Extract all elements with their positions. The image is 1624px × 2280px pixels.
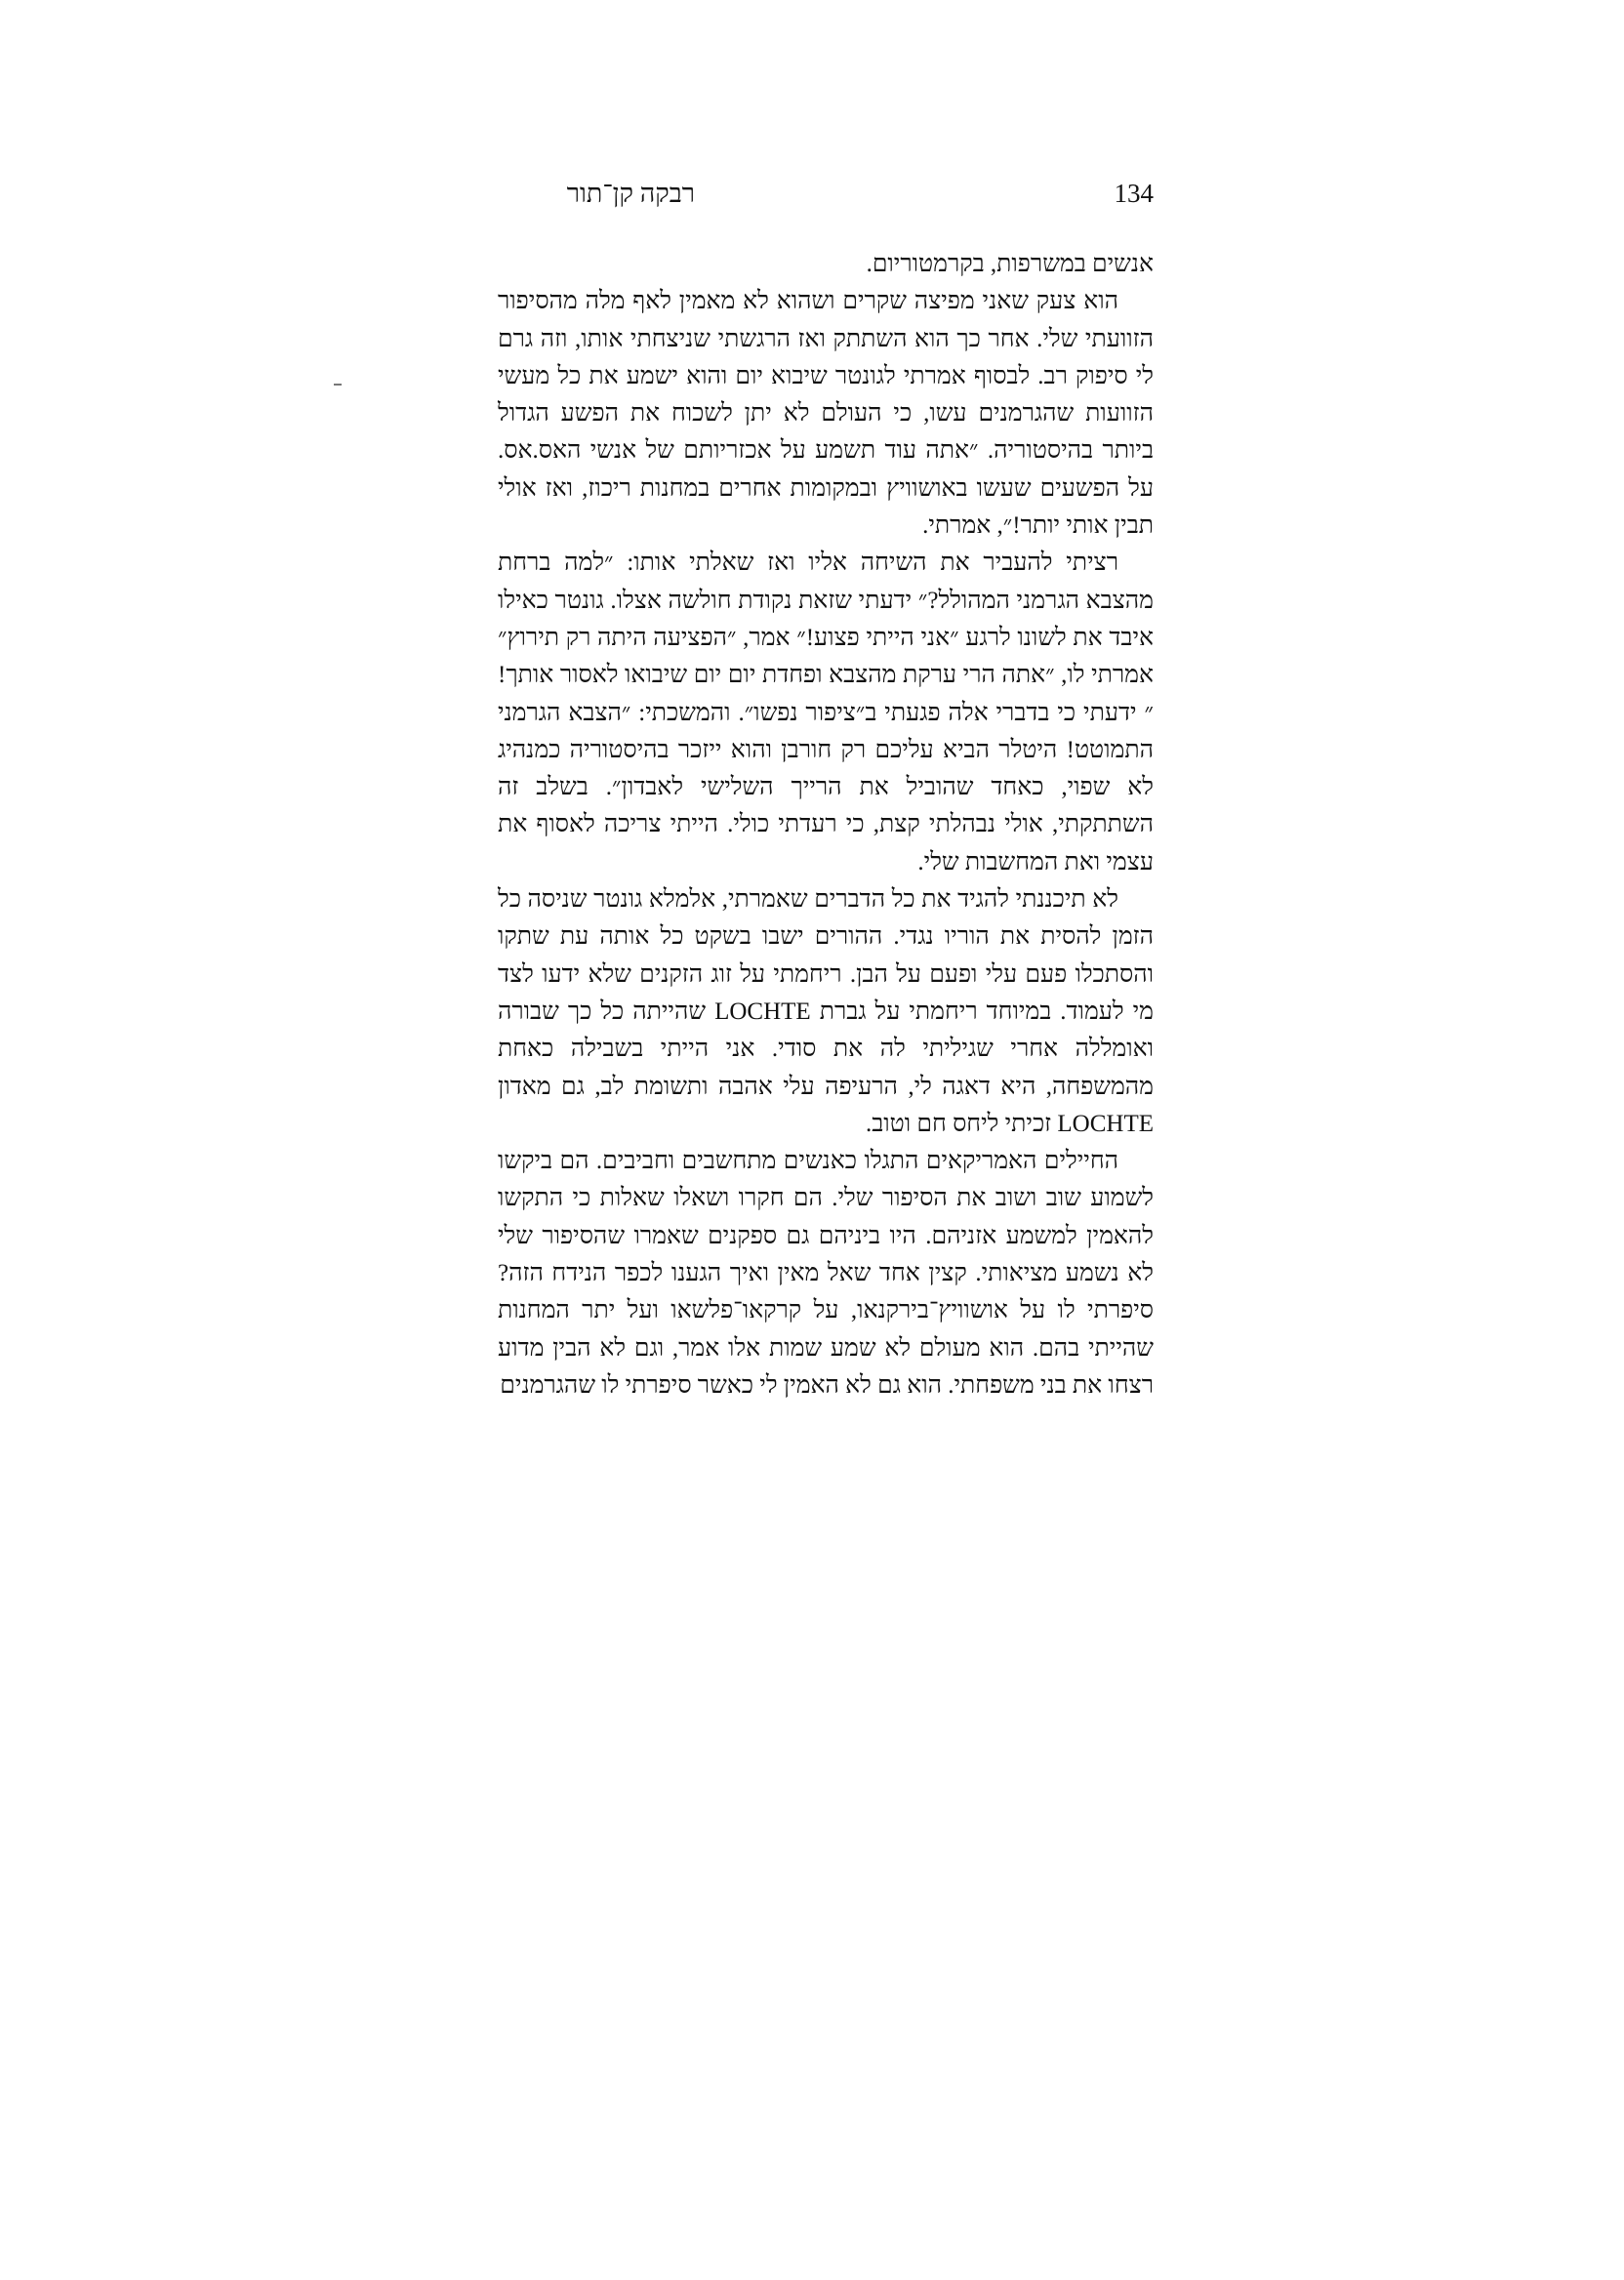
running-header [498,179,1154,218]
page-number: 134 [1114,179,1154,208]
body-text [498,246,1154,1405]
paragraph: לא תיכננתי להגיד את כל הדברים שאמרתי, אלמלא גונטר שניסה כל הזמן להסית את הוריו נגדי. ההורים ישבו בשקט כל אותה עת שתקו והסתכלו פעם עלי ופעם על הבן. ריחמתי על זוג הזקנים שלא ידעו לצד מי לעמוד. במיוחד ריחמתי על גברת LOCHTE שהייתה כל כך שבורה ואומללה אחרי שגיליתי לה את סודי. אני הייתי בשבילה כאחת מהמשפחה, היא דאגה לי, הרעיפה עלי אהבה ותשומת לב, גם מאדון LOCHTE זכיתי ליחס חם וטוב. [498,886,1154,1137]
paragraph: הוא צעק שאני מפיצה שקרים ושהוא לא מאמין לאף מלה מהסיפור הזוועתי שלי. אחר כך הוא השתתק ואז הרגשתי שניצחתי אותו, וזה גרם לי סיפוק רב. לבסוף אמרתי לגונטר שיבוא יום והוא ישמע את כל מעשי הזוועות שהגרמנים עשו, כי העולם לא יתן לשכוח את הפשע הגדול ביותר בהיסטוריה. ״אתה עוד תשמע על אכזריותם של אנשי האס.אס. על הפשעים שעשו באושוויץ ובמקומות אחרים במחנות ריכוז, ואז אולי תבין אותי יותר!״, אמרתי. [498,288,1154,540]
running-title: רבקה קן־תור [566,179,695,208]
paragraph: רציתי להעביר את השיחה אליו ואז שאלתי אותו: ״למה ברחת מהצבא הגרמני המהולל?״ ידעתי שזאת נקודת חולשה אצלו. גונטר כאילו איבד את לשונו לרגע ״אני הייתי פצוע!״ אמר, ״הפציעה היתה רק תירוץ״ אמרתי לו, ״אתה הרי ערקת מהצבא ופחדת יום יום שיבואו לאסור אותך!״ ידעתי כי בדברי אלה פגעתי ב״ציפור נפשו״. והמשכתי: ״הצבא הגרמני התמוטט! היטלר הביא עליכם רק חורבן והוא ייזכר בהיסטוריה כמנהיג לא שפוי, כאחד שהוביל את הרייך השלישי לאבדון״. בשלב זה השתתקתי, אולי נבהלתי קצת, כי רעדתי כולי. הייתי צריכה לאסוף את עצמי ואת המחשבות שלי. [498,550,1154,875]
scan-mark [334,384,342,386]
paragraph: אנשים במשרפות, בקרמטוריום. [866,251,1154,277]
paragraph: החיילים האמריקאים התגלו כאנשים מתחשבים וחביבים. הם ביקשו לשמוע שוב ושוב את הסיפור שלי. הם חקרו ושאלו שאלות כי התקשו להאמין למשמע אזניהם. היו ביניהם גם ספקנים שאמרו שהסיפור שלי לא נשמע מציאותי. קצין אחד שאל מאין ואיך הגענו לכפר הנידח הזה? סיפרתי לו על אושוויץ־בירקנאו, על קרקאו־פלשאו ועל יתר המחנות שהייתי בהם. הוא מעולם לא שמע שמות אלו אמר, וגם לא הבין מדוע רצחו את בני משפחתי. הוא גם לא האמין לי כאשר סיפרתי לו שהגרמנים [498,1148,1154,1399]
